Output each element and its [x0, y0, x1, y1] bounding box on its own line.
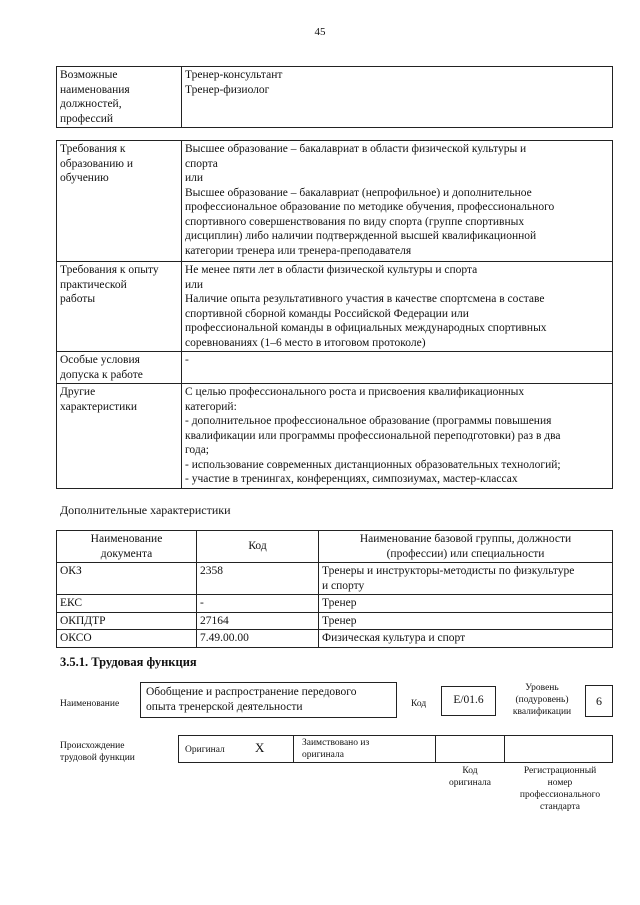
add-header-name: Наименование базовой группы, должности (профессии) или специальности	[319, 531, 613, 563]
function-level-value: 6	[585, 685, 613, 717]
experience-value: Не менее пяти лет в области физической культуры и спорта или Наличие опыта результативного участия в качестве спортсмена в составе спортивной сборной команды Российской Федерации или профессиональной команды в официальных международных спортивных соревнованиях (1–6 место в итоговом протоколе)	[182, 262, 613, 352]
table-cell: Физическая культура и спорт	[319, 630, 613, 648]
education-value: Высшее образование – бакалавриат в области физической культуры и спорта или Высшее образование – бакалавриат (непрофильное) и дополнительное профессиональное образование по методике обучения, профессионального спортивного совершенствования по виду спорта (группе спортивных дисциплин) либо наличии подтвержденной высшей квалификационной категории тренера или тренера-преподавателя	[182, 141, 613, 262]
add-header-doc: Наименование документа	[57, 531, 197, 563]
experience-label: Требования к опыту практической работы	[57, 262, 182, 352]
table-cell: ОКПДТР	[57, 612, 197, 630]
table-cell: ОКЗ	[57, 563, 197, 595]
function-code-value: E/01.6	[441, 686, 496, 716]
requirements-table	[56, 140, 613, 489]
table-cell: 2358	[197, 563, 319, 595]
positions-value: Тренер-консультант Тренер-физиолог	[182, 67, 613, 128]
positions-table	[56, 66, 613, 128]
function-name-label: Наименование	[60, 699, 120, 709]
table-cell: Тренер	[319, 595, 613, 613]
special-conditions-label: Особые условия допуска к работе	[57, 352, 182, 384]
table-cell: 27164	[197, 612, 319, 630]
origin-original-cell	[178, 735, 294, 763]
origin-code-caption: Код оригинала	[449, 766, 491, 788]
additional-title: Дополнительные характеристики	[60, 503, 231, 517]
function-code-label: Код	[411, 699, 427, 709]
education-label: Требования к образованию и обучению	[57, 141, 182, 262]
origin-borrowed-cell: Заимствовано из оригинала	[293, 735, 436, 763]
other-value: С целью профессионального роста и присвоения квалификационных категорий: - дополнительное профессиональное образование (программы повышения квалификации или программы профессиональной переподготовки) раз в два года; - использование современных дистанционных образовательных технологий; - участие в тренингах, конференциях, симпозиумах, мастер-классах	[182, 384, 613, 489]
table-cell: 7.49.00.00	[197, 630, 319, 648]
origin-label: Происхождение трудовой функции	[60, 741, 135, 763]
table-cell: ЕКС	[57, 595, 197, 613]
add-header-code: Код	[197, 531, 319, 563]
additional-table	[56, 530, 613, 648]
origin-reg-caption: Регистрационный номер профессионального стандарта	[519, 766, 601, 812]
origin-original-label: Оригинал	[185, 745, 225, 755]
section-title: 3.5.1. Трудовая функция	[60, 655, 197, 669]
positions-label: Возможные наименования должностей, профессий	[57, 67, 182, 128]
origin-reg-cell	[504, 735, 613, 763]
page-number: 45	[314, 26, 326, 38]
other-label: Другие характеристики	[57, 384, 182, 489]
table-cell: Тренер	[319, 612, 613, 630]
origin-original-mark: X	[255, 740, 265, 755]
table-cell: ОКСО	[57, 630, 197, 648]
special-conditions-value: -	[182, 352, 613, 384]
table-cell: -	[197, 595, 319, 613]
table-cell: Тренеры и инструкторы-методисты по физкультуре и спорту	[319, 563, 613, 595]
function-name-value: Обобщение и распространение передового опыта тренерской деятельности	[140, 682, 397, 718]
origin-code-cell	[435, 735, 505, 763]
function-level-label: Уровень (подуровень) квалификации	[512, 683, 572, 717]
